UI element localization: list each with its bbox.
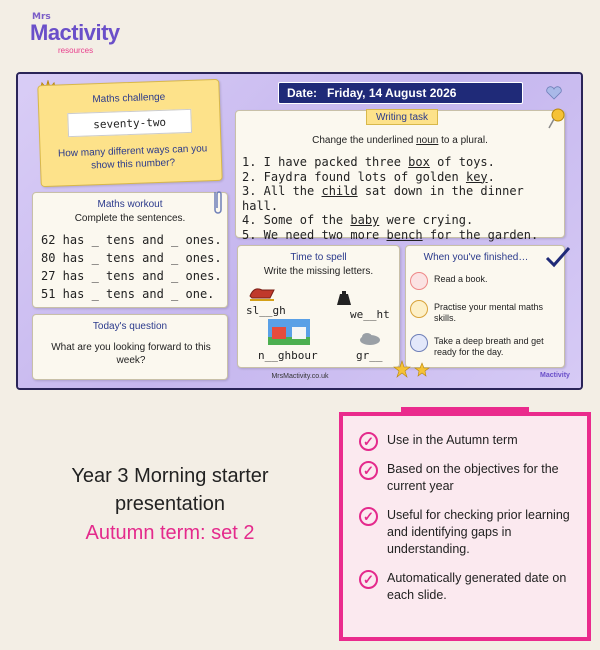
check-circle-icon: ✓	[359, 461, 378, 480]
caption-line-3: Autumn term: set 2	[85, 522, 255, 544]
todays-question-text: What are you looking forward to this week?	[51, 342, 211, 366]
feature-text: Use in the Autumn term	[387, 433, 518, 447]
item-pre: 2. Faydra found lots of golden	[242, 169, 466, 184]
instruction-noun: noun	[416, 135, 439, 146]
maths-workout-title: Maths workout	[97, 199, 163, 210]
neighbours-icon	[268, 319, 310, 345]
writing-item	[242, 213, 564, 228]
spell-word-2: we__ht	[350, 308, 390, 321]
workout-row: 51 has _ tens and _ one.	[41, 287, 215, 301]
check-circle-icon: ✓	[359, 570, 378, 589]
cloud-icon	[358, 332, 382, 346]
finished-item-text: Practise your mental maths skills.	[434, 302, 544, 323]
date-label: Date:	[287, 86, 318, 100]
feature-item	[359, 570, 585, 604]
logo-brand: Mactivity	[30, 20, 120, 45]
item-noun: baby	[350, 213, 380, 227]
item-noun: bench	[386, 227, 423, 242]
date-value: Friday, 14 August 2026	[327, 86, 457, 100]
todays-question-title: Today's question	[92, 321, 168, 332]
writing-instruction	[236, 135, 564, 146]
finished-item-text: Read a book.	[434, 274, 488, 284]
lungs-icon	[410, 334, 428, 352]
item-post: were crying.	[379, 213, 474, 227]
weight-icon	[336, 290, 352, 306]
when-finished-card	[405, 245, 565, 368]
logo-mrs: Mrs	[32, 12, 51, 22]
item-pre: 5. We need two more	[242, 227, 387, 242]
feature-text: Automatically generated date on each slide.	[387, 571, 567, 602]
maths-challenge-title: Maths challenge	[92, 91, 166, 106]
item-post: of toys.	[429, 155, 495, 169]
feature-text: Useful for checking prior learning and identifying gaps in understanding.	[387, 508, 570, 556]
product-caption	[30, 462, 310, 548]
spell-word-4: gr__	[356, 349, 383, 362]
check-circle-icon: ✓	[359, 507, 378, 526]
feature-text: Based on the objectives for the current year	[387, 462, 559, 493]
calculator-icon	[410, 300, 428, 318]
writing-task-card	[235, 110, 565, 242]
maths-workout-card	[32, 192, 228, 308]
caption-line-2: presentation	[114, 493, 226, 515]
pushpin-icon	[546, 108, 566, 130]
time-to-spell-subtitle: Write the missing letters.	[263, 266, 374, 277]
time-to-spell-title: Time to spell	[290, 252, 347, 263]
writing-item	[242, 184, 564, 213]
slide-url: MrsMactivity.co.uk	[271, 373, 329, 380]
item-pre: 3. All the	[242, 184, 322, 198]
item-noun: key	[465, 169, 488, 184]
maths-workout-subtitle: Complete the sentences.	[74, 213, 186, 224]
workout-row: 80 has _ tens and _ ones.	[41, 251, 222, 265]
todays-question-card	[32, 314, 228, 380]
time-to-spell-card	[237, 245, 400, 368]
writing-item	[242, 228, 564, 243]
features-box	[339, 412, 591, 641]
logo-resources: resources	[58, 46, 94, 55]
when-finished-title: When you've finished…	[423, 252, 529, 263]
writing-task-tab: Writing task	[366, 109, 438, 125]
slide-corner-logo: Mactivity	[540, 372, 570, 379]
maths-workout-rows	[41, 231, 222, 303]
writing-item	[242, 155, 564, 170]
writing-list	[242, 155, 564, 242]
item-post: sat down in the dinner hall.	[242, 184, 524, 213]
sleigh-icon	[248, 284, 276, 302]
spell-word-1: sl__gh	[246, 304, 286, 317]
feature-item	[359, 432, 585, 449]
spell-word-3: n__ghbour	[258, 349, 318, 362]
heart-icon	[546, 86, 562, 100]
challenge-question: How many different ways can you show this number?	[57, 143, 208, 172]
item-post: .	[487, 169, 495, 184]
features-list	[359, 432, 585, 616]
maths-challenge-card	[37, 79, 222, 187]
caption-line-1: Year 3 Morning starter	[71, 465, 269, 487]
finished-item-text: Take a deep breath and get ready for the day.	[434, 336, 544, 357]
item-post: for the garden.	[422, 227, 539, 242]
item-noun: box	[408, 155, 430, 169]
workout-row: 27 has _ tens and _ ones.	[41, 269, 222, 283]
feature-item	[359, 507, 585, 558]
feature-item	[359, 461, 585, 495]
item-pre: 4. Some of the	[242, 213, 351, 227]
check-circle-icon: ✓	[359, 432, 378, 451]
features-tab	[401, 407, 529, 415]
item-noun: child	[321, 184, 358, 198]
book-icon	[410, 272, 428, 290]
brand-logo	[30, 12, 130, 58]
item-pre: 1. I have packed three	[242, 155, 409, 169]
checkmark-icon	[545, 246, 571, 268]
instruction-pre: Change the underlined	[312, 135, 417, 146]
writing-item	[242, 170, 564, 185]
workout-row: 62 has _ tens and _ ones.	[41, 233, 222, 247]
date-bar	[278, 82, 523, 104]
paperclip-icon	[212, 188, 224, 216]
instruction-post: to a plural.	[438, 135, 488, 146]
challenge-number: seventy-two	[67, 109, 192, 137]
